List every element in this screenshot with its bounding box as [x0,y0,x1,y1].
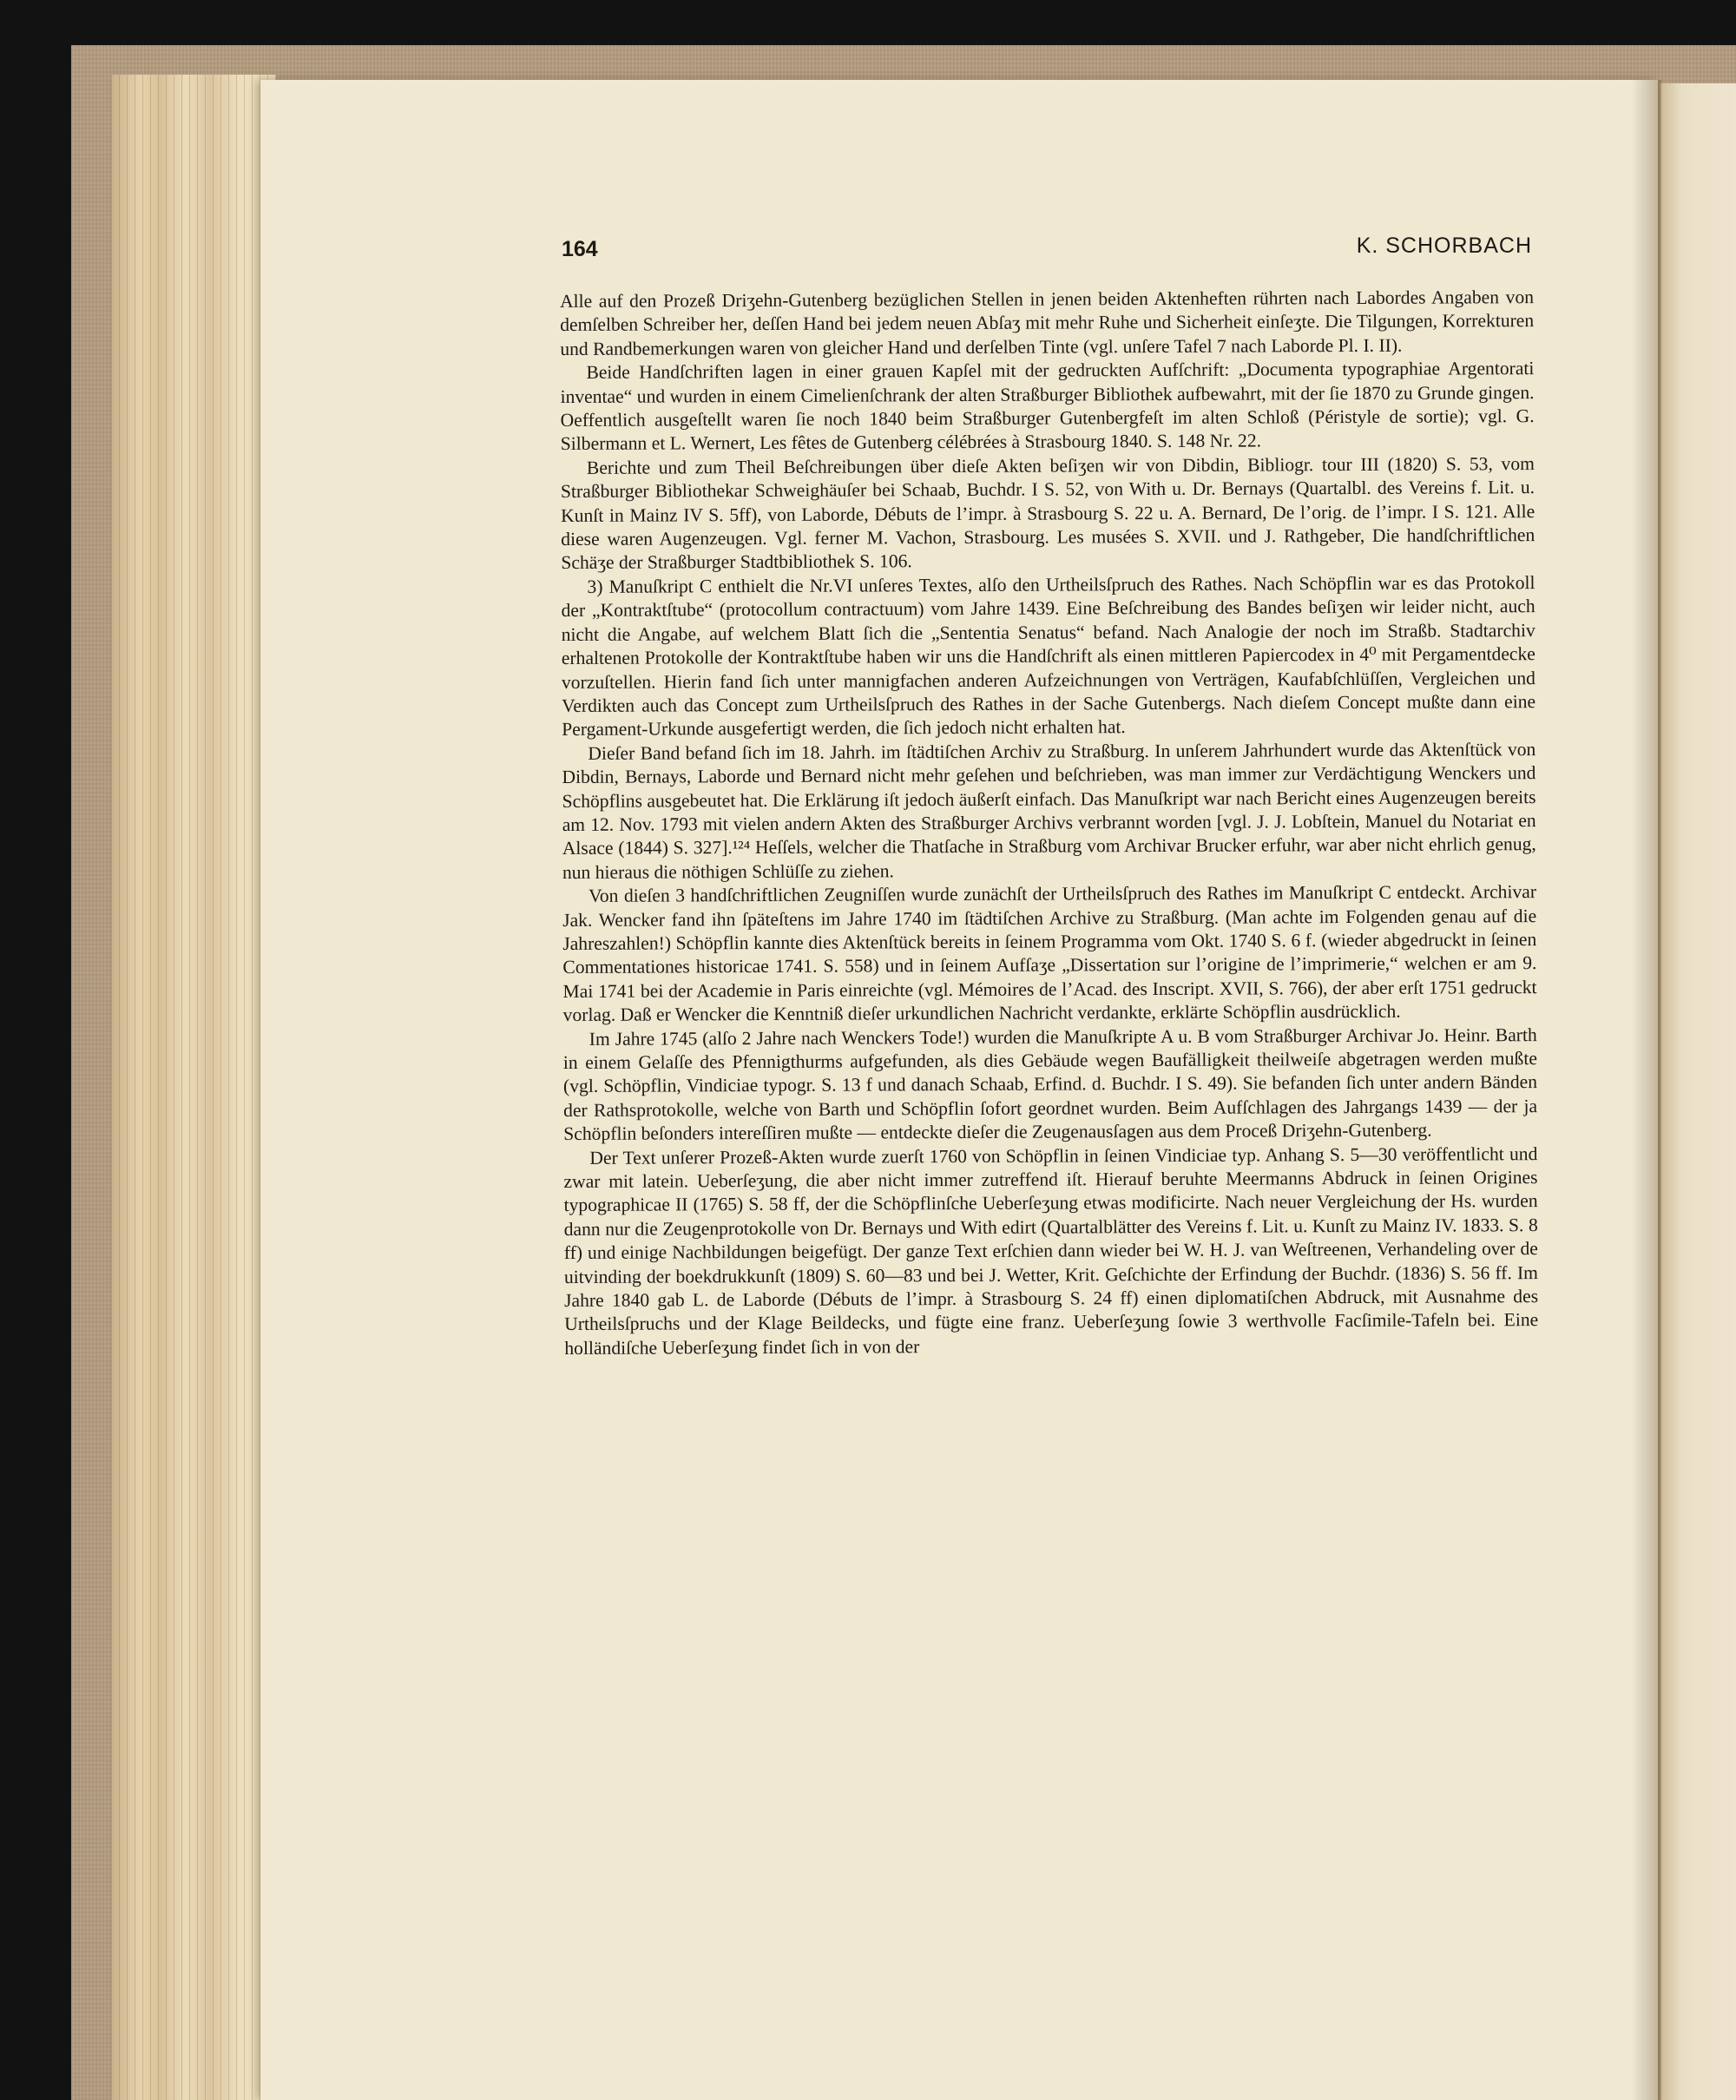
gutter-shadow [1632,80,1661,2100]
paragraph: 3) Manuſkript C enthielt die Nr.VI unſeres Textes, alſo den Urtheilsſpruch des Rathes. Nach Schöpflin war es das Protokoll der „Kontraktſtube“ (protocollum contractuum) vom Jahre 1439. Eine Beſchreibung des Bandes beſiʒen wir leider nicht, auch nicht die Angabe, auf welchem Blatt ſich die „Sententia Senatus“ befand. Nach Analogie der noch im Straßb. Stadtarchiv erhaltenen Protokolle der Kontraktſtube haben wir uns die Handſchrift als einen mittleren Papiercodex in 4⁰ mit Pergamentdecke vorzuſtellen. Hierin fand ſich unter mannigfachen anderen Aufzeichnungen von Verträgen, Kaufabſchlüſſen, Vergleichen und Verdikten auch das Concept zum Urtheilsſpruch des Rathes in der Sache Gutenbergs. Nach dieſem Concept mußte dann eine Pergament-Urkunde ausgefertigt werden, die ſich jedoch nicht erhalten hat. [561,571,1536,741]
paragraph: Der Text unſerer Prozeß-Akten wurde zuerſt 1760 von Schöpflin in ſeinen Vindiciae typ. Anhang S. 5—30 veröffentlicht und zwar mit latein. Ueberſeʒung, die aber nicht immer zutreffend iſt. Hierauf beruhte Meermanns Abdruck in ſeinen Origines typographicae II (1765) S. 58 ff, der die Schöpflinſche Ueberſeʒung etwas modificirte. Nach neuer Vergleichung der Hs. wurden dann nur die Zeugenprotokolle von Dr. Bernays und With edirt (Quartalblätter des Vereins f. Lit. u. Kunſt zu Mainz IV. 1833. S. 8 ff) und einige Nachbildungen beigefügt. Der ganze Text erſchien dann wieder bei W. H. J. van Weſtreenen, Verhandeling over de uitvinding der boekdrukkunſt (1809) S. 60—83 und bei J. Wetter, Krit. Geſchichte der Erfindung der Buchdr. (1836) S. 56 ff. Im Jahre 1840 gab L. de Laborde (Débuts de l’impr. à Strasbourg S. 24 ff) einen diplomatiſchen Abdruck, mit Ausnahme des Urtheilsſpruchs und der Klage Beildecks, und fügte eine franz. Ueberſeʒung ſowie 3 werthvolle Facſimile-Tafeln bei. Eine holländiſche Ueberſeʒung findet ſich in von der [563,1142,1539,1359]
page-number: 164 [562,237,598,261]
facing-page-edge [1660,83,1736,2100]
paragraph: Beide Handſchriften lagen in einer grauen Kapſel mit der gedruckten Aufſchrift: „Documenta typographiae Argentorati inventae“ und wurden in einem Cimelienſchrank der alten Straßburger Bibliothek aufbewahrt, mit der ſie 1870 zu Grunde gingen. Oeffentlich ausgeſtellt waren ſie noch 1840 beim Straßburger Gutenbergfeſt im alten Schloß (Péristyle de sortie); vgl. G. Silbermann et L. Wernert, Les fêtes de Gutenberg célébrées à Strasbourg 1840. S. 148 Nr. 22. [560,358,1535,455]
paragraph: Von dieſen 3 handſchriftlichen Zeugniſſen wurde zunächſt der Urtheilsſpruch des Rathes im Manuſkript C entdeckt. Archivar Jak. Wencker fand ihn ſpäteſtens im Jahre 1740 im ſtädtiſchen Archive zu Straßburg. (Man achte im Folgenden genau auf die Jahreszahlen!) Schöpflin kannte dies Aktenſtück bereits in ſeinem Programma vom Okt. 1740 S. 6 f. (wieder abgedruckt in ſeinen Commentationes historicae 1741. S. 558) und in ſeinem Aufſaʒe „Dissertation sur l’origine de l’imprimerie,“ welchen er am 9. Mai 1741 bei der Academie in Paris einreichte (vgl. Mémoires de l’Acad. des Inscript. XVII, S. 766), der aber erſt 1751 gedruckt vorlag. Daß er Wencker die Kenntniß dieſer urkundlichen Nachricht verdankte, erklärte Schöpflin ausdrücklich. [562,881,1537,1026]
paragraph: Im Jahre 1745 (alſo 2 Jahre nach Wenckers Tode!) wurden die Manuſkripte A u. B vom Straßburger Archivar Jo. Heinr. Barth in einem Gelaſſe des Pfennigthurms aufgefunden, als dies Gebäude wegen Baufälligkeit theilweiſe abgetragen werden mußte (vgl. Schöpflin, Vindiciae typogr. S. 13 f und danach Schaab, Erfind. d. Buchdr. I S. 49). Sie befanden ſich unter andern Bänden der Rathsprotokolle, welche von Barth und Schöpflin ſofort geordnet wurden. Beim Aufſchlagen des Jahrgangs 1439 — der ja Schöpflin beſonders intereſſiren mußte — entdeckte dieſer die Zeugenausſagen aus dem Proceß Driʒehn-Gutenberg. [562,1024,1538,1145]
paragraph: Alle auf den Prozeß Driʒehn-Gutenberg bezüglichen Stellen in jenen beiden Aktenheften rührten nach Labordes Angaben von demſelben Schreiber her, deſſen Hand bei jedem neuen Abſaʒ mit mehr Ruhe und Sicherheit einſeʒte. Die Tilgungen, Korrekturen und Randbemerkungen waren von gleicher Hand und derſelben Tinte (vgl. unſere Tafel 7 nach Laborde Pl. I. II). [560,286,1535,359]
page-edges [111,75,276,2100]
running-head [562,230,1532,265]
body-text [560,286,1538,1360]
paragraph: Berichte und zum Theil Beſchreibungen über dieſe Akten beſiʒen wir von Dibdin, Bibliogr. tour III (1820) S. 53, vom Straßburger Bibliothekar Schweighäuſer bei Schaab, Buchdr. I S. 52, von With u. Dr. Bernays (Quartalbl. des Vereins f. Lit. u. Kunſt in Mainz IV S. 5ff), von Laborde, Débuts de l’impr. à Strasbourg S. 22 u. A. Bernard, De l’orig. de l’impr. I S. 121. Alle diese waren Augenzeugen. Vgl. ferner M. Vachon, Strasbourg. Les musées S. XVII. und J. Rathgeber, Die handſchriftlichen Schäʒe der Straßburger Stadtbibliothek S. 106. [560,452,1535,574]
running-head-author: K. SCHORBACH [1356,234,1532,258]
paragraph: Dieſer Band befand ſich im 18. Jahrh. im ſtädtiſchen Archiv zu Straßburg. In unſerem Jahrhundert wurde das Aktenſtück von Dibdin, Bernays, Laborde und Bernard nicht mehr geſehen und beſchrieben, was man immer zur Verdächtigung Wenckers und Schöpflins ausgebeutet hat. Die Erklärung iſt jedoch äußerſt einfach. Das Manuſkript war nach Bericht eines Augenzeugen bereits am 12. Nov. 1793 mit vielen andern Akten des Straßburger Archivs verbrannt worden [vgl. J. J. Lobſtein, Manuel du Notariat en Alsace (1844) S. 327].¹²⁴ Heſſels, welcher die Thatſache in Straßburg vom Archivar Brucker erfuhr, war aber nicht ehrlich genug, nun hieraus die nöthigen Schlüſſe zu ziehen. [562,738,1536,883]
